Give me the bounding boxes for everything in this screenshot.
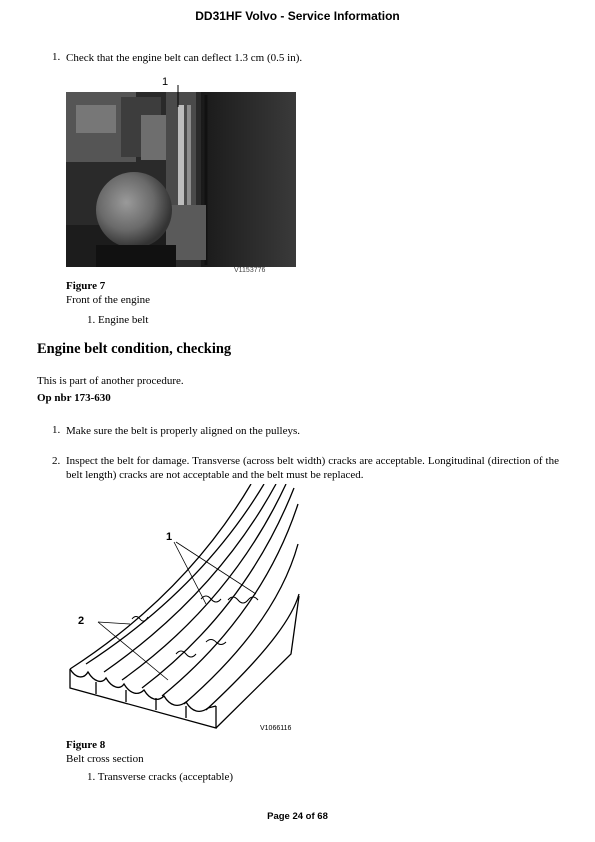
engine-front-photo [66,75,298,275]
figure-7-item-1: 1. Engine belt [87,314,149,326]
drawing-code: V1066116 [260,725,292,732]
step-text: Check that the engine belt can deflect 1.3 cm (0.5 in). [66,52,303,64]
photo-callout-1: 1 [162,76,169,88]
page-footer: Page 24 of 68 [267,811,328,822]
figure-8-caption: Belt cross section [66,753,144,765]
drawing-callout-1: 1 [166,531,173,543]
section-title: Engine belt condition, checking [37,341,232,357]
step-text: Inspect the belt for damage. Transverse (across belt width) cracks are acceptable. Longitudinal (direction of the belt length) cracks are not acceptable and the belt must be replaced. [66,455,559,481]
page-header: DD31HF Volvo - Service Information [195,9,400,23]
step-number: 1. [52,51,61,63]
op-number: Op nbr 173-630 [37,392,111,404]
section-intro: This is part of another procedure. [37,375,184,387]
step-text: Make sure the belt is properly aligned on the pulleys. [66,425,300,437]
photo-code: V1153776 [234,267,266,274]
figure-7-caption: Front of the engine [66,294,151,306]
figure-8-item-1: 1. Transverse cracks (acceptable) [87,771,233,783]
figure-8-label: Figure 8 [66,739,106,751]
belt-cross-section-drawing [66,484,300,736]
figure-7-label: Figure 7 [66,280,106,292]
step-number: 2. [52,455,61,467]
drawing-callout-2: 2 [78,615,85,627]
step-number: 1. [52,424,61,436]
